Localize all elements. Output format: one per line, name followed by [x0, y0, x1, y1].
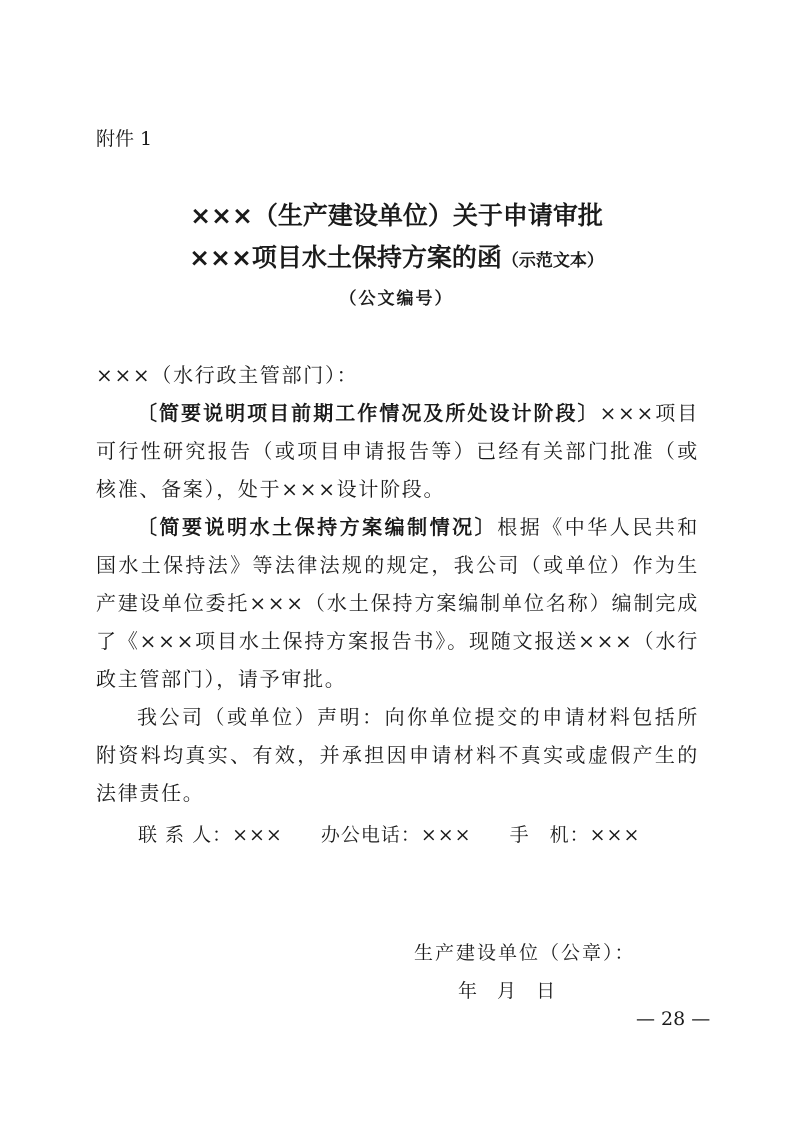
contact-info [138, 820, 640, 847]
paragraph-declaration: 我公司（或单位）声明：向你单位提交的申请材料包括所附资料均真实、有效，并承担因申请材料不真实或虚假产生的法律责任。 [96, 705, 699, 805]
paragraph-plan-preparation-text: 根据《中华人民共和国水土保持法》等法律法规的规定，我公司（或单位）作为生产建设单位委托×××（水土保持方案编制单位名称）编制完成了《×××项目水土保持方案报告书》。现随文报送×××（水行政主管部门），请予审批。 [96, 515, 699, 691]
contact-person: 联 系 人：××× [138, 824, 283, 846]
paragraph-plan-preparation-heading: 〔简要说明水土保持方案编制情况〕 [137, 515, 498, 539]
page-number: — 28 — [636, 1008, 711, 1030]
paragraph-project-status-text: ×××项目可行性研究报告（或项目申请报告等）已经有关部门批准（或核准、备案），处于×××设计阶段。 [96, 401, 699, 501]
title-line-2 [0, 238, 793, 274]
attachment-label: 附件 1 [96, 128, 153, 150]
title-suffix: （示范文本） [501, 251, 604, 271]
doc-number: （公文编号） [339, 289, 454, 309]
title-line-2-main: ×××项目水土保持方案的函 [189, 243, 502, 272]
title-line-1: ×××（生产建设单位）关于申请审批 [190, 201, 603, 230]
paragraph-plan-preparation [96, 508, 699, 698]
signature-date: 年 月 日 [458, 980, 556, 1002]
office-phone: 办公电话：××× [320, 824, 472, 846]
mobile-phone: 手 机：××× [509, 824, 641, 846]
signature-seal: 生产建设单位（公章）： [414, 942, 636, 964]
paragraph-project-status [96, 394, 699, 508]
salutation: ×××（水行政主管部门）： [96, 363, 359, 387]
paragraph-project-status-heading: 〔简要说明项目前期工作情况及所处设计阶段〕 [137, 401, 600, 425]
